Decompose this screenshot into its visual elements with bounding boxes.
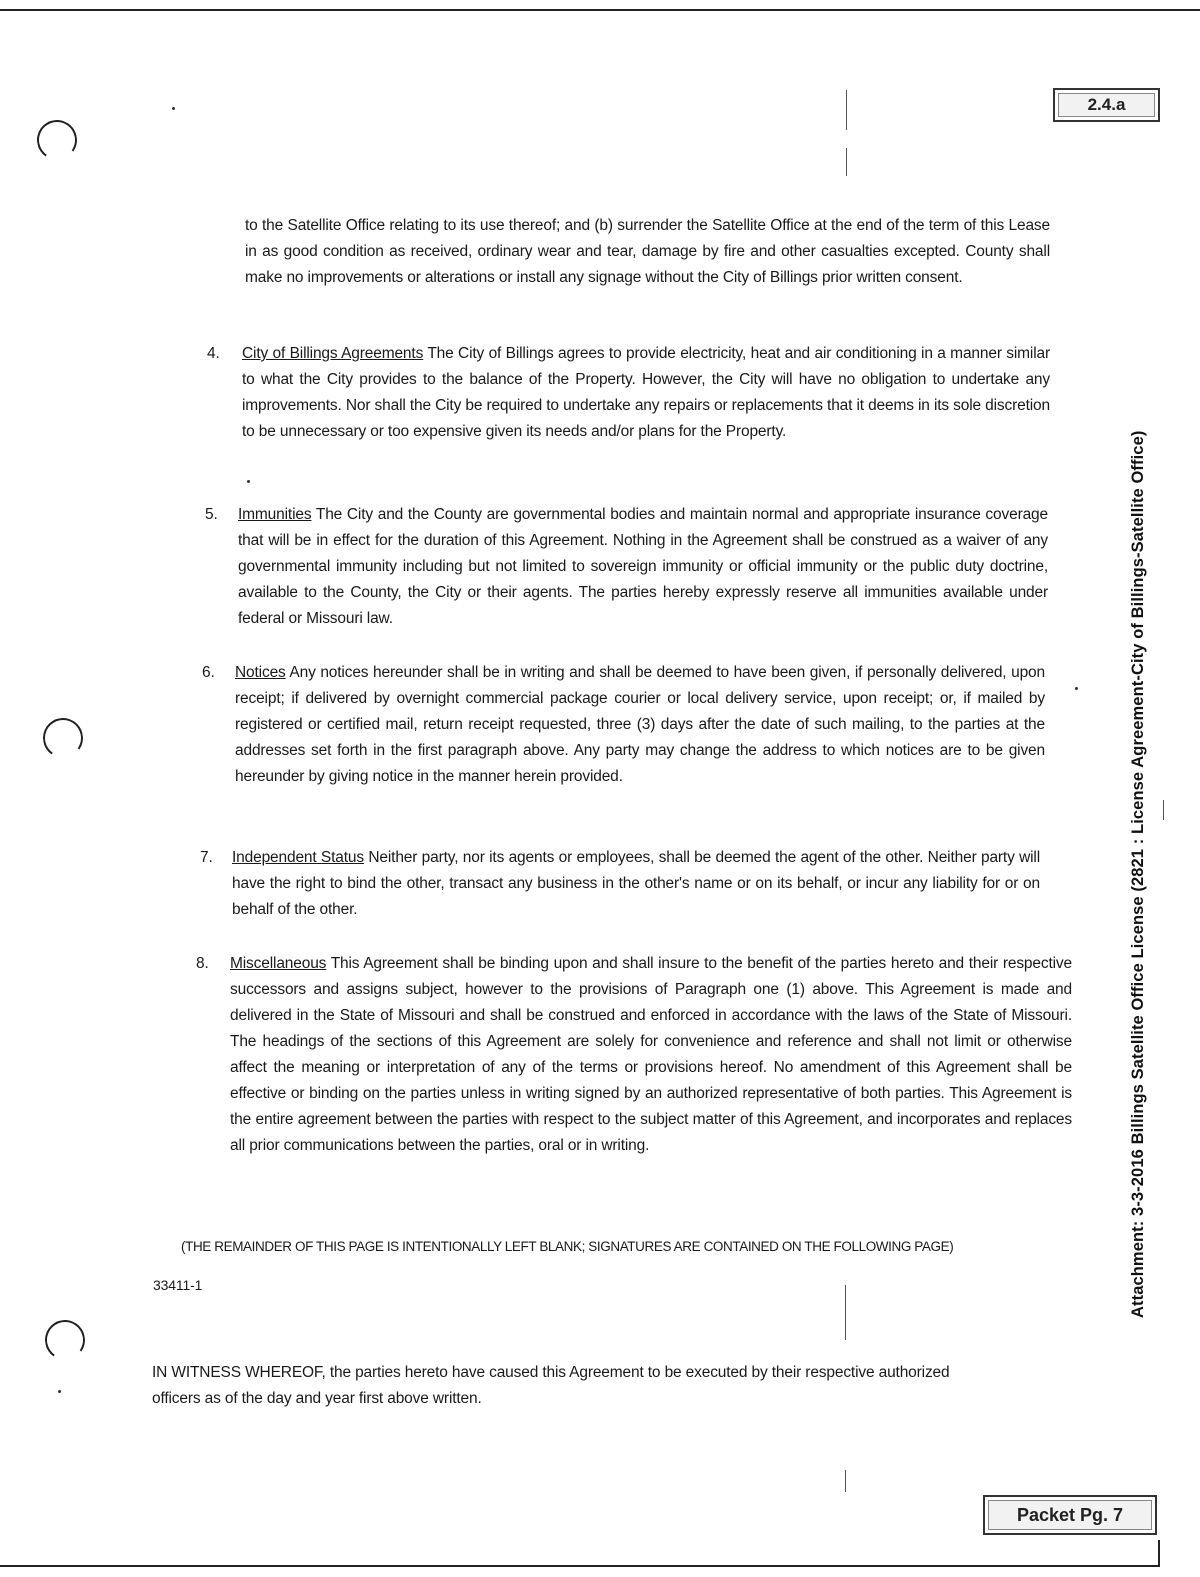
document-number: 33411-1 [153, 1277, 203, 1293]
scan-speck [58, 1390, 61, 1393]
scan-artifact [846, 90, 847, 130]
section-body [235, 660, 1045, 790]
section-heading: Immunities [238, 506, 312, 523]
section-body [238, 502, 1048, 632]
top-border-line [0, 9, 1200, 11]
section-heading: City of Billings Agreements [242, 345, 424, 362]
remainder-notice: (THE REMAINDER OF THIS PAGE IS INTENTIONALLY LEFT BLANK; SIGNATURES ARE CONTAINED ON THE FOLLOWING PAGE) [181, 1239, 954, 1254]
scan-speck [1075, 687, 1078, 690]
section-text: Neither party, nor its agents or employees, shall be deemed the agent of the other. Neither party will have the right to bind the other, transact any business in the other's name or on its behalf, or incur any liability for or on behalf of the other. [232, 849, 1040, 918]
section-text: Any notices hereunder shall be in writing and shall be deemed to have been given, if personally delivered, upon receipt; if delivered by overnight commercial package courier or local delivery service, upon receipt; or, if mailed by registered or certified mail, return receipt requested, three (3) days after the date of such mailing, to the parties at the addresses set forth in the first paragraph above. Any party may change the address to which notices are to be given hereunder by giving notice in the manner herein provided. [235, 664, 1045, 785]
attachment-side-label: Attachment: 3-3-2016 Billings Satellite Office License (2821 : License Agreement-City of Billings-Satellite Office) [1129, 430, 1147, 1318]
corner-border-line [1158, 1540, 1160, 1567]
section-number: 4. [207, 345, 220, 362]
section-text: The City and the County are governmental bodies and maintain normal and appropriate insurance coverage that will be in effect for the duration of this Agreement. Nothing in the Agreement shall be construed as a waiver of any governmental immunity including but not limited to sovereign immunity or official immunity or the public duty doctrine, available to the County, the City or their agents. The parties hereby expressly reserve all immunities available under federal or Missouri law. [238, 506, 1048, 627]
scan-artifact [846, 148, 847, 176]
punch-hole-icon [42, 1317, 88, 1363]
section-text: The City of Billings agrees to provide electricity, heat and air conditioning in a manner similar to what the City provides to the balance of the Property. However, the City will have no obligation to undertake any improvements. Nor shall the City be required to undertake any repairs or replacements that it deems in its sole discretion to be unnecessary or too expensive given its needs and/or plans for the Property. [242, 345, 1050, 440]
section-number: 5. [205, 506, 218, 523]
section-heading: Notices [235, 664, 286, 681]
punch-hole-icon [34, 117, 80, 163]
section-heading: Miscellaneous [230, 955, 327, 972]
agenda-item-badge: 2.4.a [1053, 88, 1160, 122]
section-body [230, 951, 1072, 1159]
packet-page-badge: Packet Pg. 7 [983, 1495, 1157, 1535]
punch-hole-icon [40, 715, 86, 761]
scan-artifact [845, 1470, 846, 1492]
section-heading: Independent Status [232, 849, 364, 866]
witness-clause: IN WITNESS WHEREOF, the parties hereto have caused this Agreement to be executed by their respective authorized officers as of the day and year first above written. [152, 1364, 950, 1407]
scan-artifact [845, 1285, 846, 1340]
continuation-paragraph: to the Satellite Office relating to its use thereof; and (b) surrender the Satellite Office at the end of the term of this Lease in as good condition as received, ordinary wear and tear, damage by fire and other casualties excepted. County shall make no improvements or alterations or install any signage without the City of Billings prior written consent. [245, 217, 1050, 286]
scan-speck [172, 107, 175, 110]
section-text: This Agreement shall be binding upon and shall insure to the benefit of the parties hereto and their respective successors and assigns subject, however to the provisions of Paragraph one (1) above. This Agreement is made and delivered in the State of Missouri and shall be construed and enforced in accordance with the laws of the State of Missouri. The headings of the sections of this Agreement are solely for convenience and reference and shall not limit or otherwise affect the meaning or interpretation of any of the terms or provisions hereof. No amendment of this Agreement shall be effective or binding on the parties unless in writing signed by an authorized representative of both parties. This Agreement is the entire agreement between the parties with respect to the subject matter of this Agreement, and incorporates and replaces all prior communications between the parties, oral or in writing. [230, 955, 1072, 1154]
scan-artifact [1163, 800, 1164, 820]
section-number: 8. [196, 955, 209, 972]
section-body [242, 341, 1050, 445]
bottom-border-line [0, 1565, 1160, 1567]
section-number: 7. [200, 849, 213, 866]
scan-speck [247, 480, 250, 483]
section-number: 6. [202, 664, 215, 681]
section-body [232, 845, 1040, 923]
